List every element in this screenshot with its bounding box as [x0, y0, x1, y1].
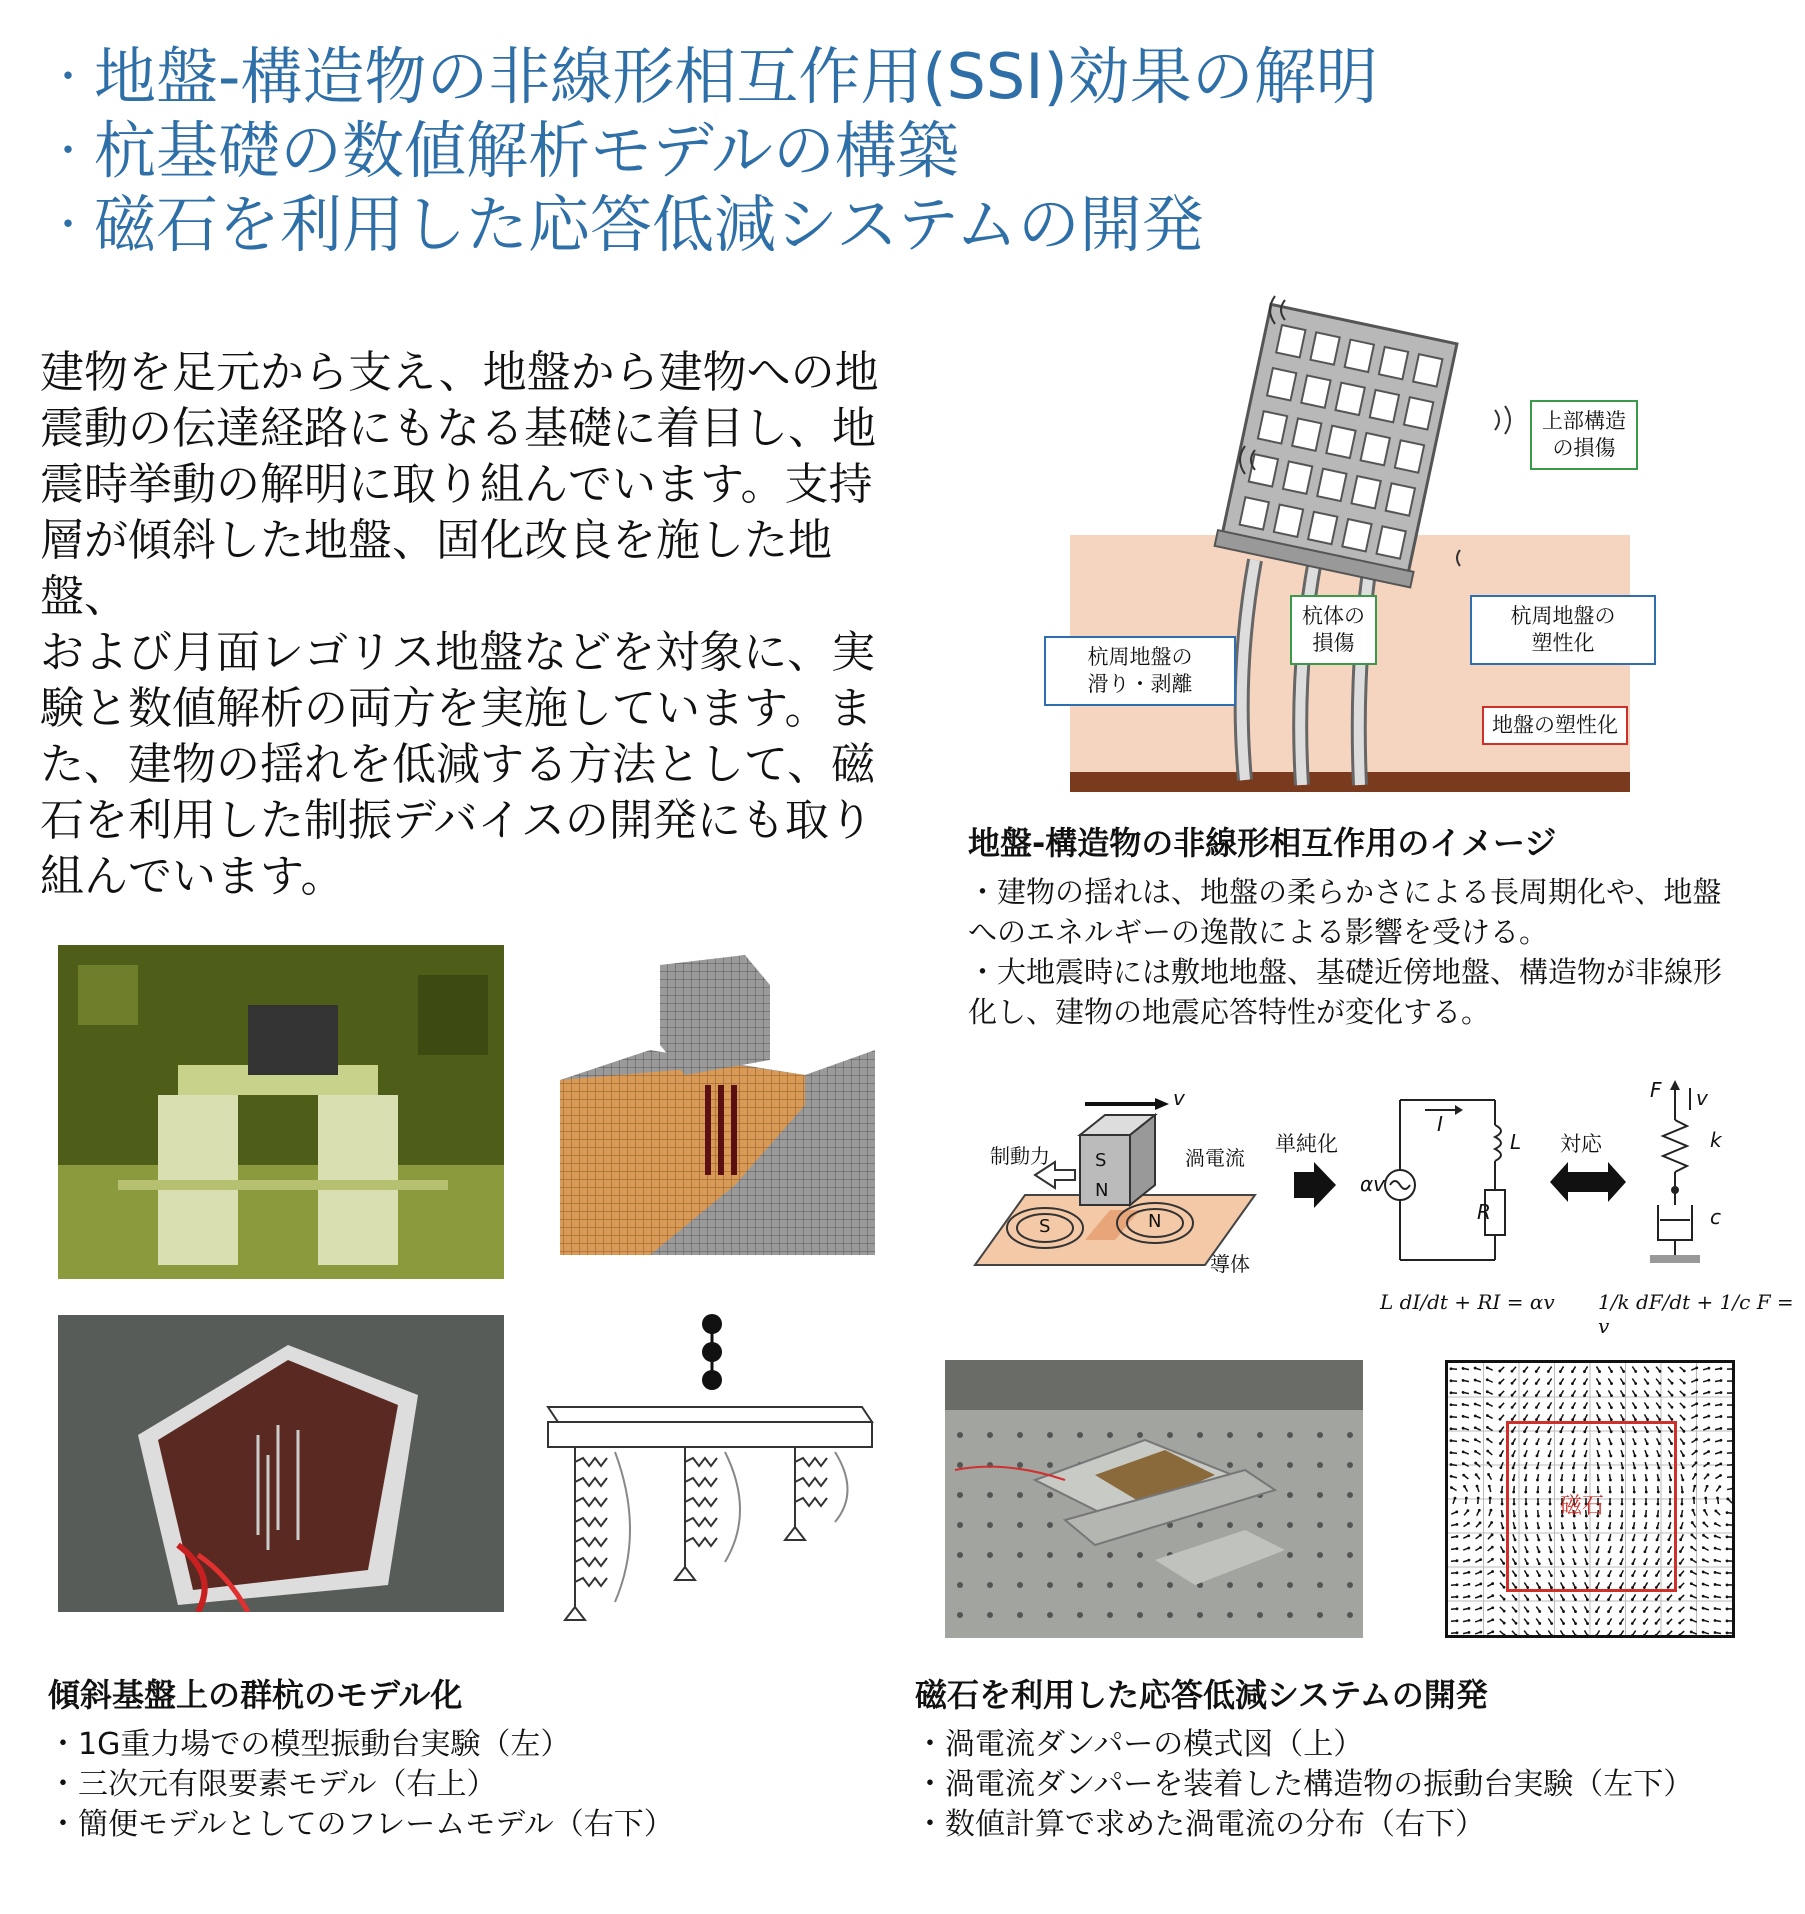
ssi-illustration	[1040, 290, 1680, 805]
intro-paragraph	[40, 345, 900, 905]
header-bullets	[48, 40, 1378, 262]
magnet-section-item: ・数値計算で求めた渦電流の分布（右下）	[915, 1807, 1485, 1842]
label-soil-slip: 杭周地盤の 滑り・剥離	[1044, 636, 1236, 706]
intro-line: 層が傾斜した地盤、固化改良を施した地盤、	[40, 515, 832, 622]
shake-table-photo-drawing	[58, 945, 504, 1279]
pile-section-list	[48, 1725, 674, 1845]
pole-n-label: N	[1095, 1180, 1109, 1201]
simplify-arrow-icon	[1290, 1160, 1340, 1210]
pile-pit-photo-drawing	[58, 1315, 504, 1612]
intro-line: た、建物の揺れを低減する方法として、磁	[40, 739, 876, 790]
label-pile-soil-plastic: 杭周地盤の 塑性化	[1470, 595, 1656, 665]
bullet-item: ・ 磁石を利用した応答低減システムの開発	[48, 188, 1204, 261]
fe-model-3d	[555, 955, 885, 1255]
label-pile-damage: 杭体の 損傷	[1290, 595, 1377, 665]
pole-s-conductor-label: S	[1039, 1216, 1051, 1237]
pile-section-item: ・三次元有限要素モデル（右上）	[48, 1767, 497, 1802]
ssi-note-line: へのエネルギーの逸散による影響を受ける。	[968, 915, 1549, 949]
magnet-section-caption: 磁石を利用した応答低減システムの開発	[915, 1676, 1488, 1714]
eddy-damper-schematic	[945, 1080, 1275, 1280]
pole-n-conductor-label: N	[1148, 1211, 1162, 1232]
pile-section-item: ・1G重力場での模型振動台実験（左）	[48, 1727, 571, 1762]
damper-photo-drawing	[945, 1360, 1363, 1638]
fe-model-drawing	[555, 955, 885, 1255]
bullet-item: ・ 杭基礎の数値解析モデルの構築	[48, 114, 959, 187]
maxwell-equation: 1/k dF/dt + 1/c F = v	[1598, 1290, 1794, 1338]
magnet-section-item: ・渦電流ダンパーを装着した構造物の振動台実験（左下）	[915, 1767, 1694, 1802]
simplify-label: 単純化	[1275, 1132, 1338, 1156]
magnet-label: 磁石	[1560, 1494, 1605, 1519]
pole-s-label: S	[1095, 1150, 1107, 1171]
inductance-label: L	[1510, 1130, 1522, 1154]
force-label: F	[1650, 1080, 1662, 1102]
circuit-equation: L dI/dt + RI = αv	[1380, 1290, 1555, 1314]
ssi-caption: 地盤-構造物の非線形相互作用のイメージ	[968, 824, 1557, 862]
intro-line: および月面レゴリス地盤などを対象に、実	[40, 627, 876, 678]
intro-line: 験と数値解析の両方を実施しています。ま	[40, 683, 873, 734]
intro-line: 組んでいます。	[40, 851, 345, 902]
intro-line: 震時挙動の解明に取り組んでいます。支持	[40, 459, 873, 510]
pile-section-caption: 傾斜基盤上の群杭のモデル化	[48, 1676, 463, 1714]
magnet-section-list	[915, 1725, 1693, 1845]
velocity-label-right: v	[1696, 1086, 1708, 1110]
correspond-arrow-icon	[1548, 1160, 1628, 1204]
intro-line: 石を利用した制振デバイスの開発にも取り	[40, 795, 873, 846]
source-label: αv	[1360, 1172, 1386, 1196]
ssi-note-line: ・建物の揺れは、地盤の柔らかさによる長周期化や、地盤	[968, 875, 1722, 909]
conductor-label: 導体	[1210, 1252, 1250, 1276]
braking-force-label: 制動力	[990, 1144, 1050, 1168]
circuit-drawing	[1345, 1090, 1525, 1310]
eddy-current-label: 渦電流	[1185, 1146, 1245, 1170]
maxwell-model	[1630, 1080, 1750, 1290]
velocity-label: v	[1173, 1086, 1185, 1110]
ssi-note-line: 化し、建物の地震応答特性が変化する。	[968, 995, 1491, 1029]
ssi-note-line: ・大地震時には敷地地盤、基礎近傍地盤、構造物が非線形	[968, 955, 1723, 989]
resistance-label: R	[1477, 1200, 1491, 1224]
label-ground-plastic: 地盤の塑性化	[1482, 706, 1628, 745]
frame-model-drawing	[540, 1312, 880, 1622]
correspond-label: 対応	[1560, 1132, 1602, 1156]
frame-model	[540, 1312, 880, 1622]
pile-section-item: ・簡便モデルとしてのフレームモデル（右下）	[48, 1807, 674, 1842]
intro-line: 震動の伝達経路にもなる基礎に着目し、地	[40, 403, 876, 454]
ssi-notes	[968, 872, 1722, 1032]
equivalent-circuit	[1345, 1090, 1525, 1310]
bullet-item: ・ 地盤-構造物の非線形相互作用(SSI)効果の解明	[48, 40, 1378, 113]
spring-label: k	[1710, 1128, 1722, 1152]
pile-pit-photo	[58, 1315, 504, 1612]
maxwell-model-drawing	[1630, 1080, 1750, 1290]
label-superstructure-damage: 上部構造 の損傷	[1530, 400, 1638, 470]
eddy-current-distribution	[1445, 1360, 1735, 1638]
magnet-section-item: ・渦電流ダンパーの模式図（上）	[915, 1727, 1364, 1762]
shake-table-photo	[58, 945, 504, 1279]
intro-line: 建物を足元から支え、地盤から建物への地	[40, 347, 879, 398]
damper-shake-table-photo	[945, 1360, 1363, 1638]
dashpot-label: c	[1710, 1205, 1721, 1229]
current-label: I	[1437, 1112, 1443, 1136]
